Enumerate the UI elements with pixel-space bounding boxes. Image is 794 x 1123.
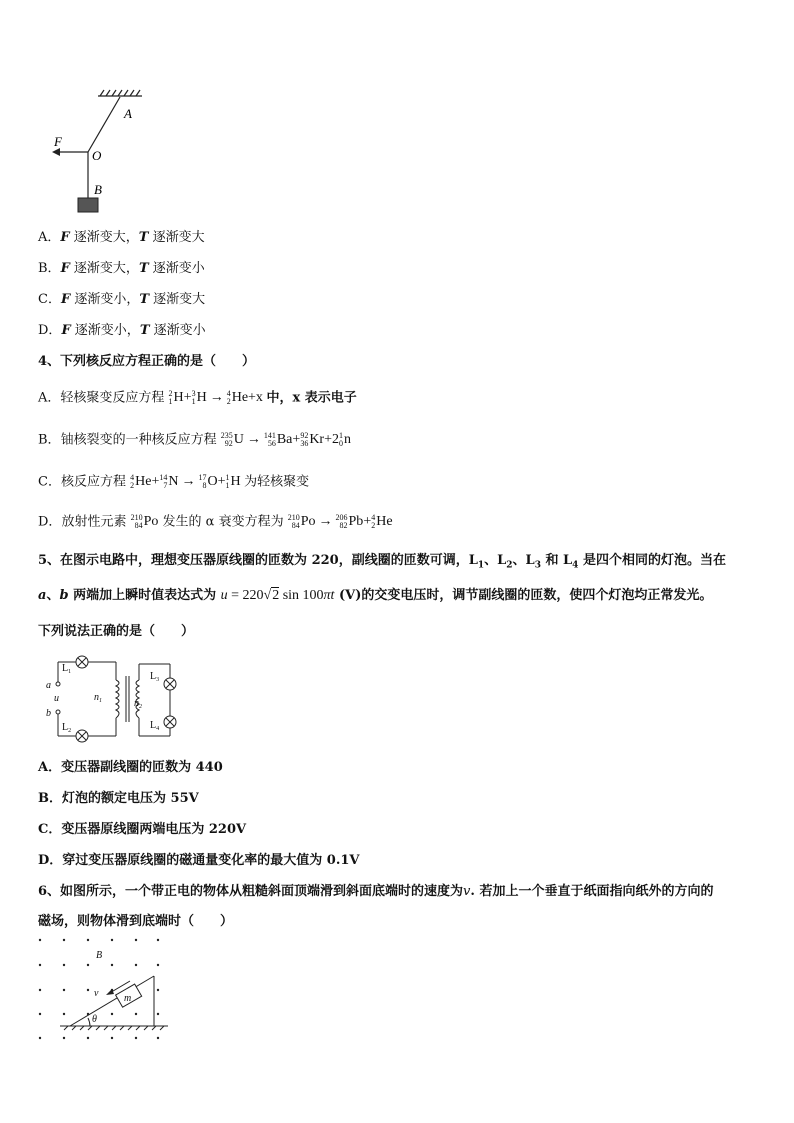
stem-text: 6、如图所示，一个带正电的物体从粗糙斜面顶端滑到斜面底端时的速度为 <box>38 884 464 899</box>
option-letter: D． <box>38 514 62 530</box>
label-m: m <box>124 993 132 1004</box>
var-F: F <box>61 323 71 338</box>
q4-option-b <box>38 432 351 448</box>
label-n1: $n_1$ <box>94 692 102 704</box>
label-n2: $n_2$ <box>134 698 142 710</box>
label-O: O <box>92 148 102 163</box>
rod-force-figure <box>40 88 160 218</box>
option-text: 灯泡的额定电压为 55V <box>62 791 199 806</box>
q5-stem-line3: 下列说法正确的是（ ） <box>38 624 195 639</box>
option-text: 逐渐变大， <box>69 261 139 276</box>
q3-option-a <box>38 230 205 246</box>
option-text: 中，x 表示电子 <box>266 390 357 406</box>
stem-text: 5、在图示电路中，理想变压器原线圈的匝数为 220，副线圈的匝数可调，L <box>38 553 478 568</box>
stem-text: (V)的交变电压时，调节副线圈的匝数，使四个灯泡均正常发光。 <box>338 588 713 603</box>
var-b: b <box>59 588 69 603</box>
option-letter: D． <box>38 323 62 338</box>
stem-text: 是四个相同的灯泡。当在 <box>582 553 726 568</box>
option-letter: A． <box>38 230 61 245</box>
label-L4: $L_4$ <box>150 720 160 732</box>
stem-text: 两端加上瞬时值表达式为 <box>68 588 217 603</box>
q5-option-b <box>38 791 199 807</box>
label-L2: $L_2$ <box>62 722 72 734</box>
option-text: 逐渐变小， <box>70 292 140 307</box>
option-text: 轻核聚变反应方程 <box>60 390 165 406</box>
stem-text: . 若加上一个垂直于纸面指向纸外的方向的 <box>470 884 714 899</box>
option-text: 为轻核聚变 <box>244 474 310 490</box>
option-letter: A． <box>38 760 62 775</box>
q5-stem-line1: 5、在图示电路中，理想变压器原线圈的匝数为 220，副线圈的匝数可调，$L_1$、$L_2$、$L_3$ 和 $L_4$ 是四个相同的灯泡。当在 <box>38 553 726 571</box>
q5-option-d <box>38 853 360 869</box>
transformer-circuit-figure <box>40 650 190 750</box>
q4-stem: 4、下列核反应方程正确的是（ ） <box>38 354 256 369</box>
var-a: a <box>38 588 47 603</box>
var-T: T <box>139 323 150 338</box>
reaction-equation: 4 2 He+ 14 7 N → 17 8 O+ 1 1 H <box>130 473 241 490</box>
q4-option-c <box>38 474 309 490</box>
var-v: v <box>463 884 471 899</box>
q3-option-b <box>38 261 205 277</box>
alpha-decay-equation: 210 84 Po → 206 82 Pb+ 4 2 He <box>287 513 393 530</box>
q3-option-d <box>38 323 206 339</box>
label-v: v <box>94 988 99 999</box>
option-text: 放射性元素 <box>61 514 127 530</box>
label-theta: θ <box>92 1014 97 1025</box>
q5-stem-line2 <box>38 588 712 604</box>
label-B: B <box>94 182 102 197</box>
option-letter: B． <box>38 261 61 276</box>
q5-option-a <box>38 760 223 776</box>
option-text: 逐渐变小 <box>148 261 205 276</box>
option-text: 逐渐变大 <box>148 230 205 245</box>
polonium-symbol: 210 84 Po <box>130 513 159 530</box>
label-L3: $L_3$ <box>150 671 160 683</box>
option-letter: B． <box>38 791 62 806</box>
fusion-equation: 2 1 H+ 3 1 H → 4 2 He+x <box>168 389 267 406</box>
q6-stem-line1 <box>38 884 713 900</box>
option-text: 发生的 α 衰变方程为 <box>162 514 284 530</box>
option-letter: C． <box>38 292 61 307</box>
label-a: a <box>46 680 51 691</box>
q4-option-d <box>38 514 393 530</box>
label-u: u <box>54 693 59 704</box>
option-text: 逐渐变小 <box>149 323 206 338</box>
incline-magnetic-field-figure <box>34 932 169 1047</box>
label-A: A <box>124 106 132 121</box>
var-T: T <box>138 230 149 245</box>
label-F: F <box>54 134 62 149</box>
q6-stem-line2: 磁场，则物体滑到底端时（ ） <box>38 914 234 929</box>
option-letter: D． <box>38 853 63 868</box>
option-letter: B． <box>38 432 61 448</box>
var-T: T <box>139 292 150 307</box>
option-text: 变压器副线圈的匝数为 440 <box>61 760 223 775</box>
option-text: 逐渐变大 <box>149 292 206 307</box>
var-T: T <box>138 261 149 276</box>
label-b: b <box>46 708 51 719</box>
var-F: F <box>60 292 71 307</box>
option-letter: C． <box>38 474 61 490</box>
fission-equation: 235 92 U → 141 56 Ba+ 92 36 Kr+2 1 0 n <box>220 431 351 448</box>
q3-option-c <box>38 292 205 308</box>
stem-text: 、 <box>46 588 60 603</box>
option-letter: C． <box>38 822 62 837</box>
voltage-expression: u = 220√2 sin 100πt <box>220 588 335 603</box>
var-F: F <box>60 230 70 245</box>
option-text: 铀核裂变的一种核反应方程 <box>60 432 217 448</box>
option-text: 穿过变压器原线圈的磁通量变化率的最大值为 0.1V <box>62 853 360 868</box>
q4-option-a <box>38 390 357 406</box>
label-B: B <box>96 950 103 961</box>
var-F: F <box>60 261 70 276</box>
option-text: 核反应方程 <box>60 474 126 490</box>
option-text: 逐渐变小， <box>70 323 140 338</box>
option-letter: A． <box>38 390 61 406</box>
option-text: 变压器原线圈两端电压为 220V <box>61 822 247 837</box>
q5-option-c <box>38 822 246 838</box>
label-L1: $L_1$ <box>62 663 72 675</box>
option-text: 逐渐变大， <box>69 230 139 245</box>
